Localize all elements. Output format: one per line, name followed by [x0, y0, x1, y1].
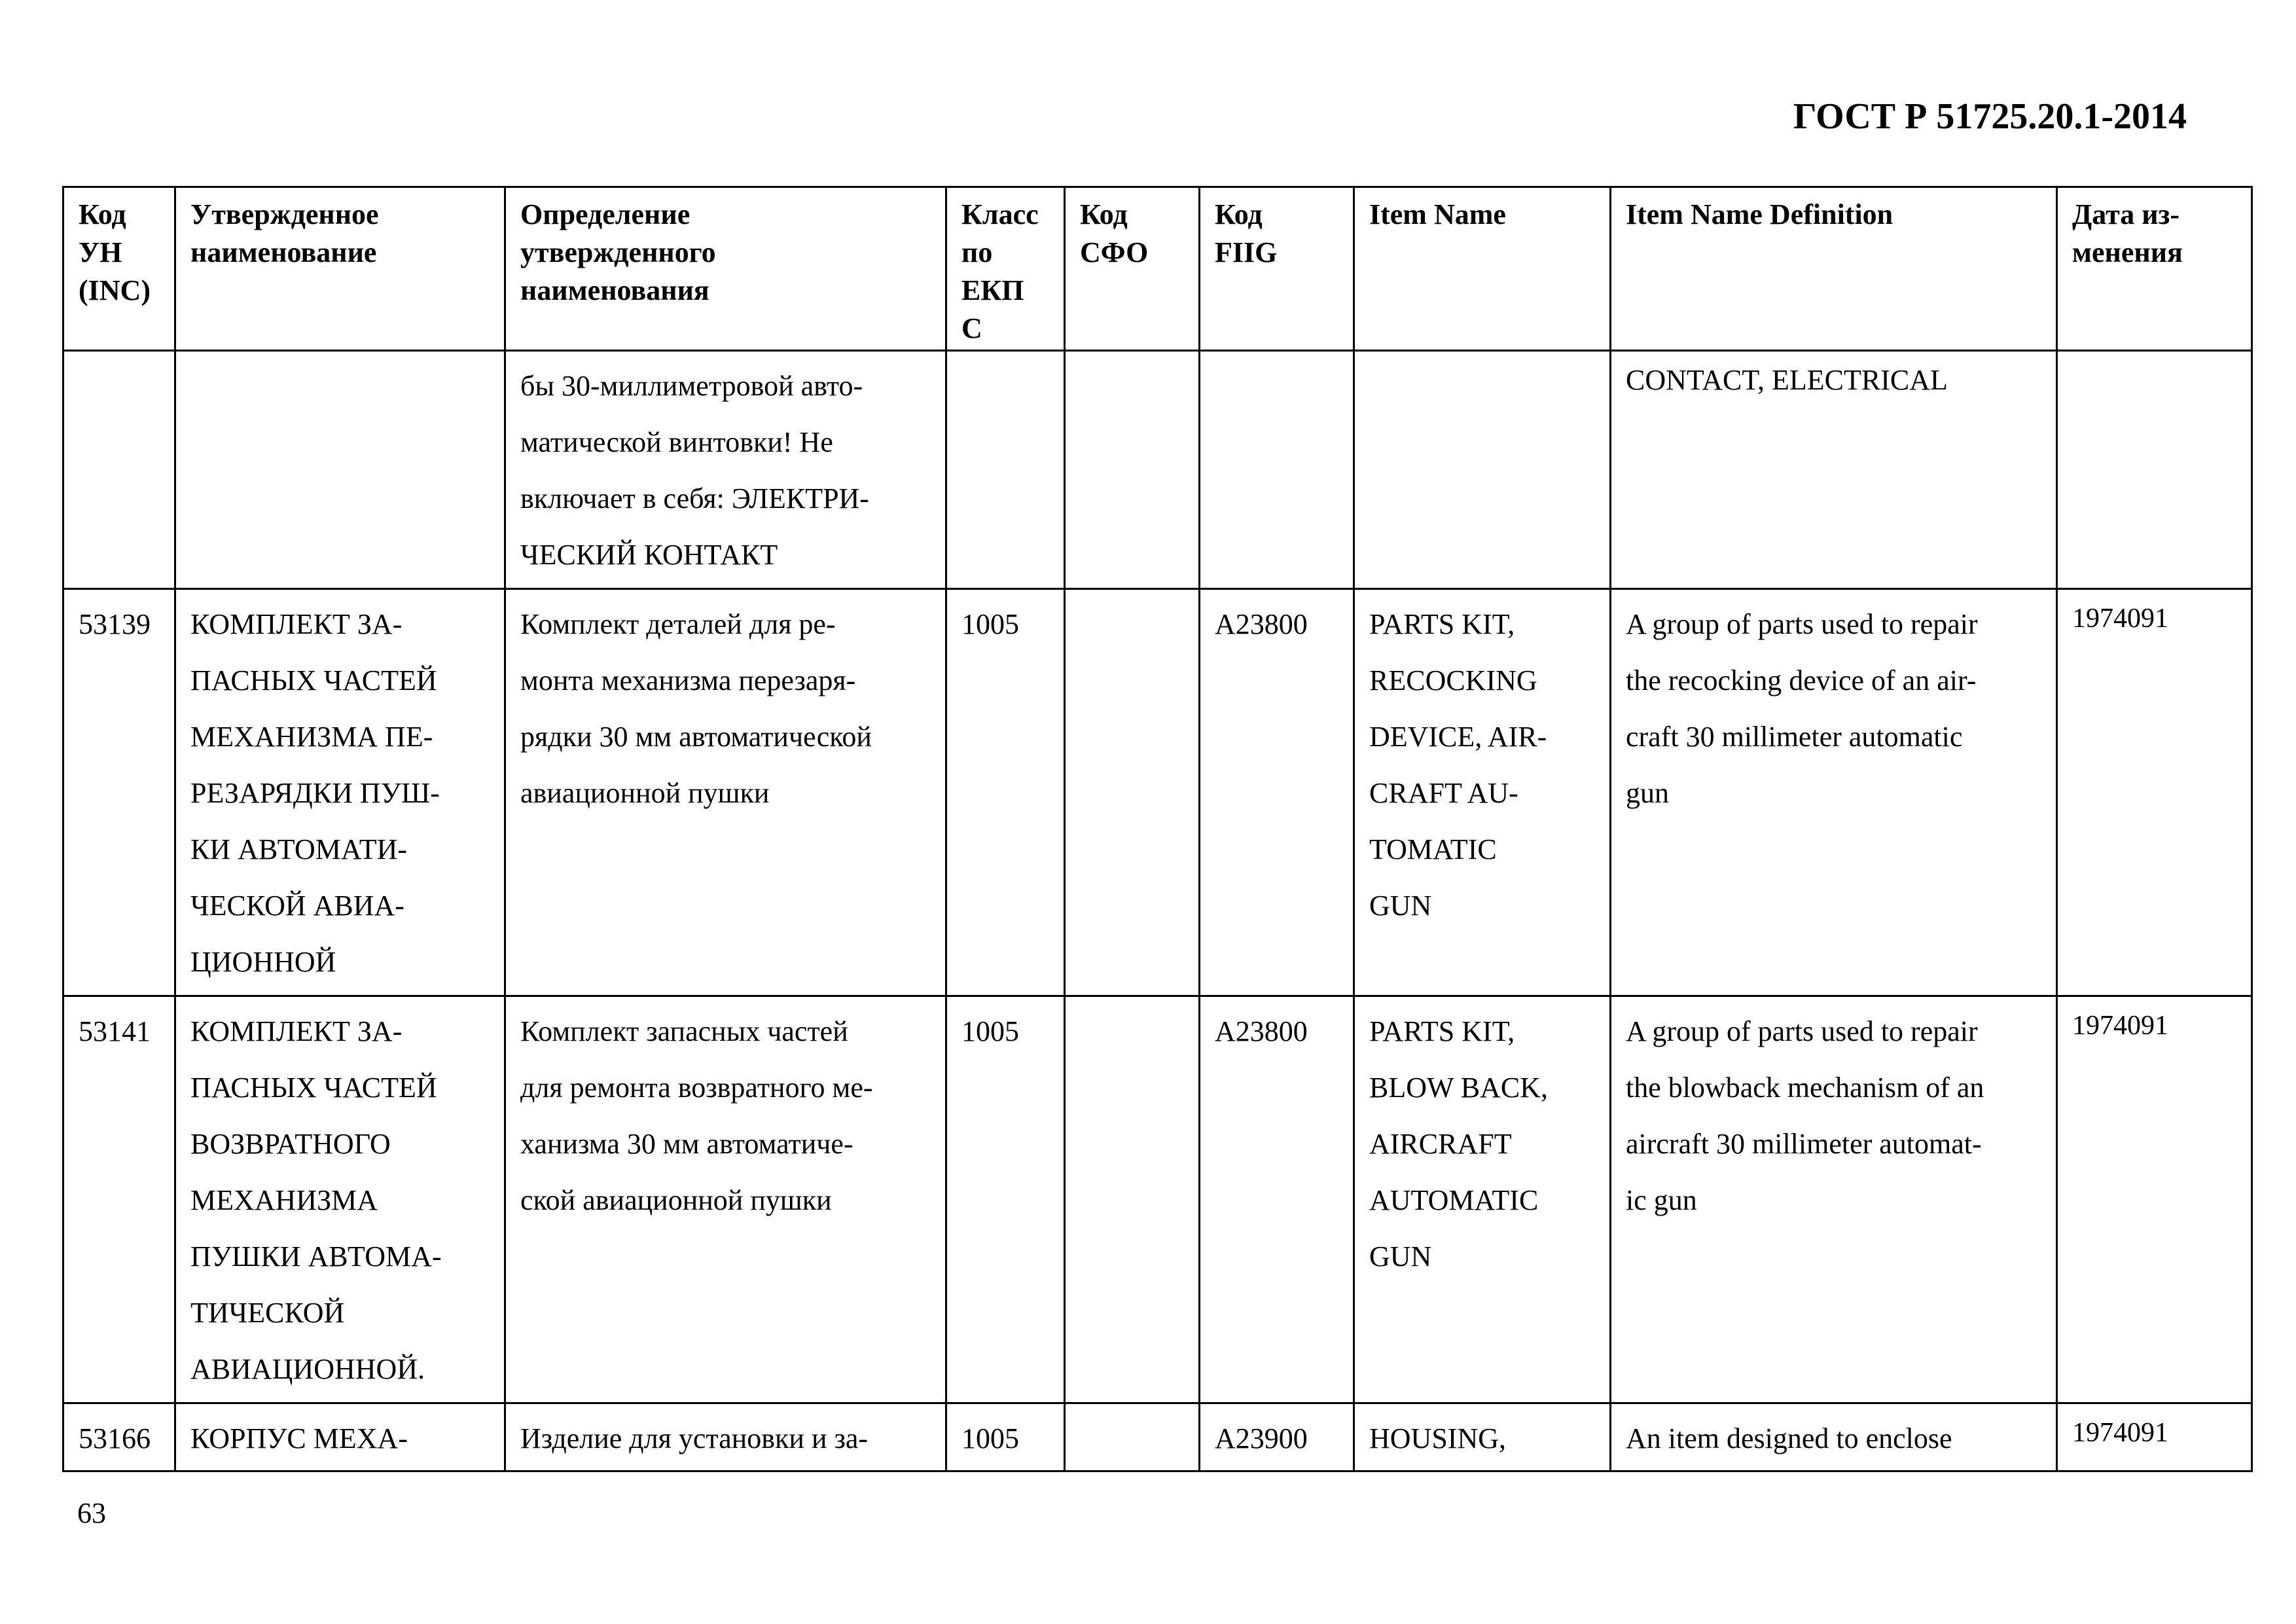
table-row	[63, 351, 2252, 589]
page-number: 63	[77, 1497, 106, 1529]
cell-item-name	[1354, 351, 1611, 589]
cell-definition-ru: бы 30-миллиметровой авто- матической винтовки! Не включает в себя: ЭЛЕКТРИ- ЧЕСКИЙ КОНТАКТ	[505, 351, 946, 589]
cell-inc: 53141	[63, 996, 175, 1403]
cell-inc: 53166	[63, 1403, 175, 1471]
cell-definition-ru: Комплект запасных частей для ремонта возвратного ме- ханизма 30 мм автоматиче- ской авиационной пушки	[505, 996, 946, 1403]
column-header-approved-name: Утвержденное наименование	[175, 187, 505, 351]
cell-name-ru: КОРПУС МЕХА-	[175, 1403, 505, 1471]
column-header-sfo-code: Код СФО	[1065, 187, 1200, 351]
document-code: ГОСТ Р 51725.20.1-2014	[1793, 96, 2187, 137]
cell-fiig: A23800	[1200, 996, 1354, 1403]
column-header-item-name-definition: Item Name Definition	[1611, 187, 2057, 351]
column-header-name-definition: Определение утвержденного наименования	[505, 187, 946, 351]
cell-item-definition: A group of parts used to repair the recocking device of an air- craft 30 millimeter automatic gun	[1611, 589, 2057, 996]
column-header-item-name: Item Name	[1354, 187, 1611, 351]
cell-date	[2057, 351, 2252, 589]
cell-item-name: PARTS KIT, BLOW BACK, AIRCRAFT AUTOMATIC GUN	[1354, 996, 1611, 1403]
table-header-row	[63, 187, 2252, 351]
table-row	[63, 589, 2252, 996]
cell-name-ru: КОМПЛЕКТ ЗА- ПАСНЫХ ЧАСТЕЙ ВОЗВРАТНОГО МЕХАНИЗМА ПУШКИ АВТОМА- ТИЧЕСКОЙ АВИАЦИОННОЙ.	[175, 996, 505, 1403]
cell-item-definition: A group of parts used to repair the blowback mechanism of an aircraft 30 millimeter automat- ic gun	[1611, 996, 2057, 1403]
table-row	[63, 996, 2252, 1403]
cell-sfo	[1065, 589, 1200, 996]
cell-class	[946, 351, 1065, 589]
cell-definition-ru: Изделие для установки и за-	[505, 1403, 946, 1471]
cell-class: 1005	[946, 1403, 1065, 1471]
cell-name-ru	[175, 351, 505, 589]
cell-date: 1974091	[2057, 589, 2252, 996]
cell-inc	[63, 351, 175, 589]
cell-item-name: HOUSING,	[1354, 1403, 1611, 1471]
cell-sfo	[1065, 1403, 1200, 1471]
column-header-class: Класс по ЕКП С	[946, 187, 1065, 351]
cell-item-definition: An item designed to enclose	[1611, 1403, 2057, 1471]
cell-name-ru: КОМПЛЕКТ ЗА- ПАСНЫХ ЧАСТЕЙ МЕХАНИЗМА ПЕ- РЕЗАРЯДКИ ПУШ- КИ АВТОМАТИ- ЧЕСКОЙ АВИА- ЦИОННОЙ	[175, 589, 505, 996]
column-header-fiig-code: Код FIIG	[1200, 187, 1354, 351]
cell-item-name: PARTS KIT, RECOCKING DEVICE, AIR- CRAFT AU- TOMATIC GUN	[1354, 589, 1611, 996]
cell-date: 1974091	[2057, 1403, 2252, 1471]
cell-inc: 53139	[63, 589, 175, 996]
cell-definition-ru: Комплект деталей для ре- монта механизма перезаря- рядки 30 мм автоматической авиационной пушки	[505, 589, 946, 996]
cell-class: 1005	[946, 996, 1065, 1403]
cell-sfo	[1065, 996, 1200, 1403]
cell-fiig	[1200, 351, 1354, 589]
cell-class: 1005	[946, 589, 1065, 996]
register-table	[62, 186, 2253, 1472]
cell-fiig: A23800	[1200, 589, 1354, 996]
column-header-change-date: Дата из- менения	[2057, 187, 2252, 351]
cell-sfo	[1065, 351, 1200, 589]
cell-item-definition: CONTACT, ELECTRICAL	[1611, 351, 2057, 589]
table-row	[63, 1403, 2252, 1471]
cell-date: 1974091	[2057, 996, 2252, 1403]
column-header-inc: Код УН (INC)	[63, 187, 175, 351]
cell-fiig: A23900	[1200, 1403, 1354, 1471]
